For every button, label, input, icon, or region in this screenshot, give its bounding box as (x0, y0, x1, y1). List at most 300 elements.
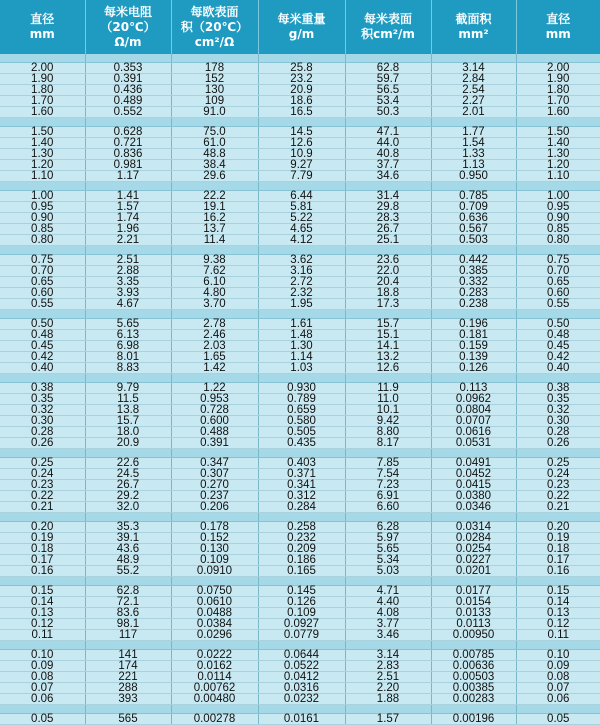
weight-cell: 23.2 (258, 74, 345, 85)
table-row (0, 427, 600, 438)
resistance-cell: 43.6 (85, 544, 171, 555)
weight-cell: 0.258 (258, 522, 345, 533)
diameter-right-cell: 1.30 (516, 149, 600, 160)
header-line: 截面积 (432, 12, 516, 27)
surface-per-ohm-cell: 0.0488 (171, 608, 258, 619)
cross-section-cell: 0.181 (431, 330, 516, 341)
table-row (0, 352, 600, 363)
resistance-cell: 13.8 (85, 405, 171, 416)
surface-per-ohm-cell: 7.62 (171, 266, 258, 277)
surface-per-ohm-cell: 11.4 (171, 235, 258, 246)
surface-per-ohm-cell: 0.728 (171, 405, 258, 416)
surface-per-meter-cell: 3.46 (345, 630, 431, 641)
resistance-cell: 32.0 (85, 502, 171, 513)
cross-section-cell: 0.0177 (431, 586, 516, 597)
surface-per-meter-cell: 47.1 (345, 127, 431, 138)
resistance-cell: 0.489 (85, 96, 171, 107)
weight-cell: 0.403 (258, 458, 345, 469)
surface-per-ohm-cell: 0.206 (171, 502, 258, 513)
weight-cell: 0.145 (258, 586, 345, 597)
surface-per-meter-cell: 23.6 (345, 255, 431, 266)
table-row (0, 416, 600, 427)
diameter-right-cell: 0.20 (516, 522, 600, 533)
diameter-cell: 0.19 (0, 533, 85, 544)
cross-section-cell: 0.00950 (431, 630, 516, 641)
diameter-cell: 0.05 (0, 714, 85, 725)
header-line: 积cm²/m (346, 27, 431, 42)
surface-per-ohm-cell: 0.0114 (171, 672, 258, 683)
table-row (0, 288, 600, 299)
surface-per-meter-cell: 10.1 (345, 405, 431, 416)
weight-cell: 5.81 (258, 202, 345, 213)
surface-per-ohm-cell: 0.0162 (171, 661, 258, 672)
weight-cell: 10.9 (258, 149, 345, 160)
cross-section-cell: 0.0415 (431, 480, 516, 491)
cross-section-cell: 0.0346 (431, 502, 516, 513)
table-row (0, 299, 600, 310)
weight-cell: 0.126 (258, 597, 345, 608)
header-line: cm²/Ω (172, 35, 258, 50)
resistance-cell: 2.51 (85, 255, 171, 266)
surface-per-meter-cell: 22.0 (345, 266, 431, 277)
surface-per-ohm-cell: 0.00278 (171, 714, 258, 725)
diameter-cell: 0.08 (0, 672, 85, 683)
surface-per-meter-cell: 18.8 (345, 288, 431, 299)
header-row (0, 0, 600, 54)
surface-per-meter-cell: 7.85 (345, 458, 431, 469)
diameter-right-cell: 0.05 (516, 714, 600, 725)
surface-per-ohm-header (171, 0, 258, 54)
diameter-cell: 0.17 (0, 555, 85, 566)
surface-per-meter-cell: 25.1 (345, 235, 431, 246)
diameter-cell: 0.45 (0, 341, 85, 352)
table-row (0, 469, 600, 480)
surface-per-ohm-cell: 0.0910 (171, 566, 258, 577)
resistance-cell: 3.93 (85, 288, 171, 299)
weight-cell: 1.03 (258, 363, 345, 374)
diameter-right-cell: 1.40 (516, 138, 600, 149)
surface-per-ohm-cell: 0.270 (171, 480, 258, 491)
cross-section-cell: 0.283 (431, 288, 516, 299)
diameter-right-cell: 0.65 (516, 277, 600, 288)
diameter-right-cell: 1.70 (516, 96, 600, 107)
table-row (0, 394, 600, 405)
cross-section-cell: 2.01 (431, 107, 516, 118)
resistance-cell: 1.74 (85, 213, 171, 224)
weight-cell: 0.0161 (258, 714, 345, 725)
surface-per-ohm-cell: 75.0 (171, 127, 258, 138)
table-row (0, 555, 600, 566)
surface-per-meter-cell: 5.03 (345, 566, 431, 577)
weight-cell: 1.61 (258, 319, 345, 330)
header-line: mm (0, 27, 85, 42)
surface-per-ohm-cell: 61.0 (171, 138, 258, 149)
diameter-cell: 1.40 (0, 138, 85, 149)
surface-per-meter-cell: 20.4 (345, 277, 431, 288)
table-row (0, 458, 600, 469)
cross-section-cell: 0.636 (431, 213, 516, 224)
resistance-cell: 35.3 (85, 522, 171, 533)
resistance-cell: 48.9 (85, 555, 171, 566)
diameter-cell: 0.18 (0, 544, 85, 555)
surface-per-ohm-cell: 0.953 (171, 394, 258, 405)
surface-per-ohm-cell: 1.42 (171, 363, 258, 374)
diameter-cell: 0.38 (0, 383, 85, 394)
resistance-cell: 29.2 (85, 491, 171, 502)
cross-section-cell: 0.0113 (431, 619, 516, 630)
surface-per-ohm-cell: 0.391 (171, 438, 258, 449)
resistance-cell: 8.01 (85, 352, 171, 363)
diameter-header (0, 0, 85, 54)
weight-cell: 1.48 (258, 330, 345, 341)
cross-section-cell: 0.126 (431, 363, 516, 374)
resistance-cell: 1.41 (85, 191, 171, 202)
diameter-cell: 0.95 (0, 202, 85, 213)
cross-section-cell: 2.27 (431, 96, 516, 107)
surface-per-meter-cell: 5.34 (345, 555, 431, 566)
surface-per-ohm-cell: 0.00762 (171, 683, 258, 694)
table-row (0, 138, 600, 149)
table-body (0, 54, 600, 725)
diameter-cell: 1.10 (0, 171, 85, 182)
surface-per-ohm-cell: 1.65 (171, 352, 258, 363)
cross-section-cell: 1.54 (431, 138, 516, 149)
diameter-right-cell: 0.09 (516, 661, 600, 672)
table-row (0, 522, 600, 533)
diameter-right-cell: 0.18 (516, 544, 600, 555)
surface-per-ohm-cell: 19.1 (171, 202, 258, 213)
resistance-cell: 18.0 (85, 427, 171, 438)
table-row (0, 266, 600, 277)
weight-cell: 0.0779 (258, 630, 345, 641)
surface-per-ohm-cell: 2.78 (171, 319, 258, 330)
diameter-right-cell: 0.25 (516, 458, 600, 469)
table-row (0, 405, 600, 416)
resistance-cell: 4.67 (85, 299, 171, 310)
table-row (0, 213, 600, 224)
surface-per-ohm-cell: 16.2 (171, 213, 258, 224)
table-row (0, 438, 600, 449)
diameter-right-cell: 0.11 (516, 630, 600, 641)
table-row (0, 491, 600, 502)
surface-per-meter-cell: 62.8 (345, 63, 431, 74)
surface-per-meter-cell: 4.40 (345, 597, 431, 608)
cross-section-cell: 0.0201 (431, 566, 516, 577)
weight-cell: 6.44 (258, 191, 345, 202)
cross-section-cell: 0.0962 (431, 394, 516, 405)
table-header (0, 0, 600, 54)
diameter-right-cell: 0.95 (516, 202, 600, 213)
diameter-right-cell: 1.60 (516, 107, 600, 118)
diameter-cell: 0.35 (0, 394, 85, 405)
cross-section-cell: 2.54 (431, 85, 516, 96)
diameter-cell: 0.85 (0, 224, 85, 235)
surface-per-ohm-cell: 0.347 (171, 458, 258, 469)
surface-per-meter-header (345, 0, 431, 54)
weight-cell: 0.109 (258, 608, 345, 619)
surface-per-ohm-cell: 109 (171, 96, 258, 107)
diameter-right-cell: 0.38 (516, 383, 600, 394)
diameter-right-cell: 0.24 (516, 469, 600, 480)
diameter-right-cell: 0.50 (516, 319, 600, 330)
surface-per-meter-cell: 15.1 (345, 330, 431, 341)
surface-per-ohm-cell: 0.600 (171, 416, 258, 427)
diameter-cell: 0.60 (0, 288, 85, 299)
diameter-cell: 0.65 (0, 277, 85, 288)
table-row (0, 597, 600, 608)
surface-per-meter-cell: 44.0 (345, 138, 431, 149)
diameter-cell: 0.14 (0, 597, 85, 608)
resistance-cell: 1.57 (85, 202, 171, 213)
weight-cell: 0.341 (258, 480, 345, 491)
weight-cell: 0.186 (258, 555, 345, 566)
resistance-cell: 0.721 (85, 138, 171, 149)
diameter-right-cell: 0.15 (516, 586, 600, 597)
cross-section-cell: 0.785 (431, 191, 516, 202)
weight-cell: 0.232 (258, 533, 345, 544)
surface-per-meter-cell: 40.8 (345, 149, 431, 160)
table-row (0, 566, 600, 577)
cross-section-cell: 0.159 (431, 341, 516, 352)
diameter-cell: 0.21 (0, 502, 85, 513)
cross-section-cell: 0.0491 (431, 458, 516, 469)
resistance-cell: 55.2 (85, 566, 171, 577)
weight-cell: 0.930 (258, 383, 345, 394)
resistance-cell: 0.836 (85, 149, 171, 160)
table-row (0, 149, 600, 160)
surface-per-ohm-cell: 3.70 (171, 299, 258, 310)
surface-per-ohm-cell: 178 (171, 63, 258, 74)
weight-cell: 0.580 (258, 416, 345, 427)
surface-per-meter-cell: 59.7 (345, 74, 431, 85)
weight-cell: 12.6 (258, 138, 345, 149)
surface-per-ohm-cell: 6.10 (171, 277, 258, 288)
diameter-cell: 1.60 (0, 107, 85, 118)
weight-cell: 0.659 (258, 405, 345, 416)
diameter-right-cell: 0.07 (516, 683, 600, 694)
diameter-cell: 0.22 (0, 491, 85, 502)
surface-per-meter-cell: 13.2 (345, 352, 431, 363)
diameter-right-cell: 0.75 (516, 255, 600, 266)
diameter-cell: 0.55 (0, 299, 85, 310)
cross-section-cell: 3.14 (431, 63, 516, 74)
surface-per-ohm-cell: 0.00480 (171, 694, 258, 705)
table-row (0, 683, 600, 694)
table-row (0, 480, 600, 491)
resistance-cell: 20.9 (85, 438, 171, 449)
surface-per-meter-cell: 12.6 (345, 363, 431, 374)
weight-cell: 0.0412 (258, 672, 345, 683)
weight-cell: 2.32 (258, 288, 345, 299)
resistance-cell: 9.79 (85, 383, 171, 394)
diameter-right-cell: 1.80 (516, 85, 600, 96)
cross-section-cell: 0.00283 (431, 694, 516, 705)
table-row (0, 191, 600, 202)
resistance-cell: 2.88 (85, 266, 171, 277)
surface-per-meter-cell: 6.91 (345, 491, 431, 502)
diameter-right-cell: 0.16 (516, 566, 600, 577)
surface-per-ohm-cell: 0.488 (171, 427, 258, 438)
table-row (0, 255, 600, 266)
resistance-cell: 5.65 (85, 319, 171, 330)
surface-per-meter-cell: 26.7 (345, 224, 431, 235)
cross-section-cell: 1.13 (431, 160, 516, 171)
resistance-cell: 1.17 (85, 171, 171, 182)
surface-per-meter-cell: 2.20 (345, 683, 431, 694)
surface-per-meter-cell: 4.08 (345, 608, 431, 619)
cross-section-cell: 0.0227 (431, 555, 516, 566)
surface-per-ohm-cell: 2.46 (171, 330, 258, 341)
weight-cell: 0.284 (258, 502, 345, 513)
header-line: 积（20℃） (172, 20, 258, 35)
resistance-cell: 288 (85, 683, 171, 694)
cross-section-cell: 0.709 (431, 202, 516, 213)
diameter-cell: 0.24 (0, 469, 85, 480)
diameter-cell: 1.80 (0, 85, 85, 96)
resistance-cell: 3.35 (85, 277, 171, 288)
diameter-cell: 0.80 (0, 235, 85, 246)
header-line: 每米表面 (346, 12, 431, 27)
table-row (0, 277, 600, 288)
surface-per-ohm-cell: 0.307 (171, 469, 258, 480)
table-row (0, 630, 600, 641)
diameter-cell: 2.00 (0, 63, 85, 74)
surface-per-ohm-cell: 38.4 (171, 160, 258, 171)
diameter-right-cell: 0.12 (516, 619, 600, 630)
diameter-cell: 1.00 (0, 191, 85, 202)
cross-section-cell: 1.33 (431, 149, 516, 160)
weight-cell: 0.0232 (258, 694, 345, 705)
surface-per-meter-cell: 31.4 (345, 191, 431, 202)
diameter-right-cell: 0.80 (516, 235, 600, 246)
resistance-cell: 565 (85, 714, 171, 725)
resistance-cell: 8.83 (85, 363, 171, 374)
cross-section-cell: 0.503 (431, 235, 516, 246)
surface-per-meter-cell: 7.54 (345, 469, 431, 480)
surface-per-meter-cell: 34.6 (345, 171, 431, 182)
resistance-cell: 62.8 (85, 586, 171, 597)
diameter-cell: 0.75 (0, 255, 85, 266)
surface-per-meter-cell: 7.23 (345, 480, 431, 491)
surface-per-meter-cell: 1.57 (345, 714, 431, 725)
cross-section-cell: 0.950 (431, 171, 516, 182)
diameter-right-cell: 0.60 (516, 288, 600, 299)
weight-header (258, 0, 345, 54)
surface-per-meter-cell: 2.83 (345, 661, 431, 672)
surface-per-meter-cell: 14.1 (345, 341, 431, 352)
surface-per-ohm-cell: 0.0384 (171, 619, 258, 630)
cross-section-cell: 0.0707 (431, 416, 516, 427)
table-row (0, 160, 600, 171)
weight-cell: 18.6 (258, 96, 345, 107)
weight-cell: 0.209 (258, 544, 345, 555)
header-line: （20℃） (86, 20, 171, 35)
diameter-right-cell: 1.10 (516, 171, 600, 182)
cross-section-header (431, 0, 516, 54)
weight-cell: 25.8 (258, 63, 345, 74)
diameter-right-cell: 0.45 (516, 341, 600, 352)
weight-cell: 0.435 (258, 438, 345, 449)
table-row (0, 363, 600, 374)
resistance-cell: 0.436 (85, 85, 171, 96)
surface-per-meter-cell: 11.9 (345, 383, 431, 394)
table-row (0, 661, 600, 672)
table-row (0, 85, 600, 96)
diameter-right-cell: 1.90 (516, 74, 600, 85)
diameter-right-cell: 0.13 (516, 608, 600, 619)
table-row (0, 619, 600, 630)
weight-cell: 0.0927 (258, 619, 345, 630)
surface-per-meter-cell: 29.8 (345, 202, 431, 213)
diameter-cell: 0.32 (0, 405, 85, 416)
resistance-cell: 15.7 (85, 416, 171, 427)
cross-section-cell: 0.00503 (431, 672, 516, 683)
table-row (0, 502, 600, 513)
table-row (0, 533, 600, 544)
surface-per-ohm-cell: 9.38 (171, 255, 258, 266)
surface-per-meter-cell: 6.28 (345, 522, 431, 533)
header-line: 每米电阻 (86, 5, 171, 20)
surface-per-meter-cell: 1.88 (345, 694, 431, 705)
diameter-right-cell: 1.50 (516, 127, 600, 138)
diameter-right-cell: 0.90 (516, 213, 600, 224)
diameter-cell: 0.50 (0, 319, 85, 330)
header-line: Ω/m (86, 35, 171, 50)
diameter-right-header (516, 0, 600, 54)
weight-cell: 14.5 (258, 127, 345, 138)
diameter-cell: 0.23 (0, 480, 85, 491)
cross-section-cell: 0.00196 (431, 714, 516, 725)
table-row (0, 319, 600, 330)
resistance-cell: 6.13 (85, 330, 171, 341)
surface-per-meter-cell: 3.77 (345, 619, 431, 630)
surface-per-ohm-cell: 130 (171, 85, 258, 96)
diameter-cell: 0.16 (0, 566, 85, 577)
diameter-cell: 0.48 (0, 330, 85, 341)
surface-per-meter-cell: 53.4 (345, 96, 431, 107)
diameter-right-cell: 0.70 (516, 266, 600, 277)
diameter-right-cell: 0.22 (516, 491, 600, 502)
resistance-cell: 0.981 (85, 160, 171, 171)
table-row (0, 96, 600, 107)
surface-per-meter-cell: 8.17 (345, 438, 431, 449)
diameter-right-cell: 0.55 (516, 299, 600, 310)
table-row (0, 586, 600, 597)
diameter-right-cell: 2.00 (516, 63, 600, 74)
header-line: mm² (432, 27, 516, 42)
resistance-cell: 11.5 (85, 394, 171, 405)
diameter-cell: 0.10 (0, 650, 85, 661)
resistance-cell: 26.7 (85, 480, 171, 491)
weight-cell: 1.95 (258, 299, 345, 310)
table-row (0, 107, 600, 118)
weight-cell: 16.5 (258, 107, 345, 118)
weight-cell: 2.72 (258, 277, 345, 288)
diameter-right-cell: 0.17 (516, 555, 600, 566)
resistance-cell: 98.1 (85, 619, 171, 630)
resistance-cell: 39.1 (85, 533, 171, 544)
surface-per-ohm-cell: 0.0296 (171, 630, 258, 641)
diameter-right-cell: 0.40 (516, 363, 600, 374)
table-row (0, 127, 600, 138)
header-line: g/m (259, 27, 345, 42)
surface-per-meter-cell: 56.5 (345, 85, 431, 96)
table-row (0, 544, 600, 555)
surface-per-meter-cell: 15.7 (345, 319, 431, 330)
diameter-cell: 0.30 (0, 416, 85, 427)
weight-cell: 0.0522 (258, 661, 345, 672)
surface-per-meter-cell: 6.60 (345, 502, 431, 513)
